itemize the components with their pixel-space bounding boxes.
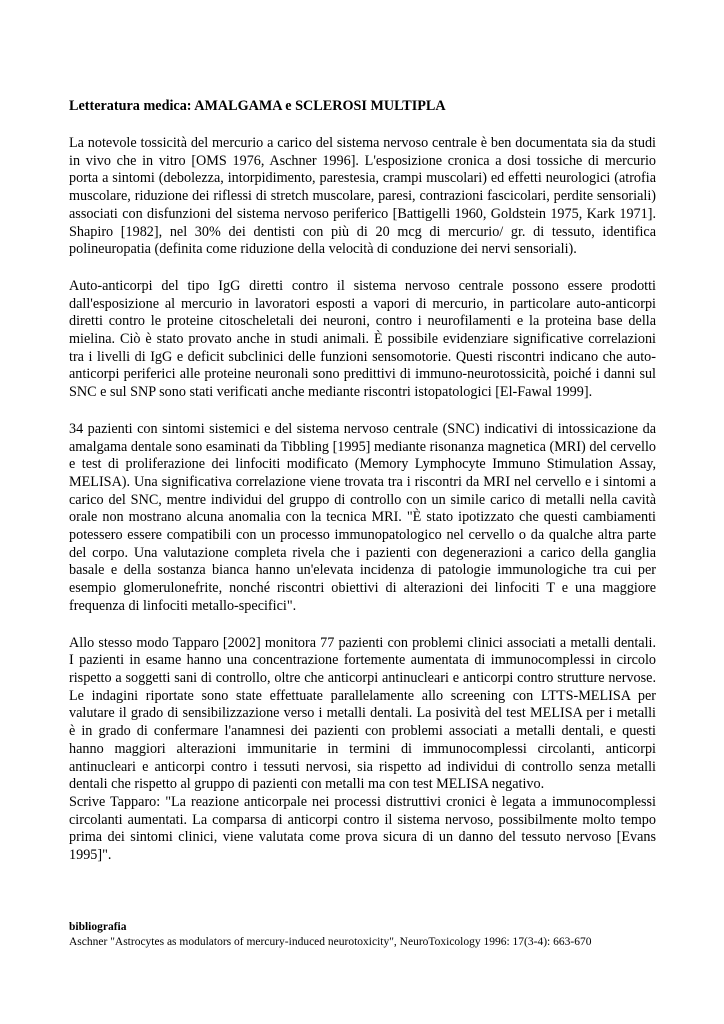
bibliography-section bbox=[69, 920, 669, 950]
paragraph-tapparo-study: Allo stesso modo Tapparo [2002] monitora 77 pazienti con problemi clinici associati a metalli dentali. I pazienti in esame hanno una concentrazione fortemente aumentata di immunocomplessi in circolo rispetto a soggetti sani di controllo, oltre che anticorpi antinucleari e anticorpi contro strutture nervose. Le indagini riportate sono state effettuate parallelamente allo screening con LTTS-MELISA per valutare il grado di sensibilizzazione verso i metalli dentali. La posività del test MELISA per i metalli è in grado di confermare l'anamnesi dei pazienti con problemi associati a metalli dentali, e questi hanno maggiori alterazioni immunitarie in termini di immunocomplessi circolanti, anticorpi antinucleari e anticorpi contro i tessuti nervosi, sia rispetto ad individui di controllo senza metalli dentali che rispetto al gruppo di pazienti con metalli ma con test MELISA negativo. bbox=[69, 634, 656, 793]
paragraph-tapparo-quote: Scrive Tapparo: "La reazione anticorpale nei processi distruttivi cronici è legata a immunocomplessi circolanti aumentati. La comparsa di anticorpi contro il sistema nervoso, possibilmente molto tempo prima dei sintomi clinici, viene valutata come prova sicura di un danno del tessuto nervoso [Evans 1995]". bbox=[69, 793, 656, 864]
document-title: Letteratura medica: AMALGAMA e SCLEROSI MULTIPLA bbox=[69, 98, 446, 114]
bibliography-heading: bibliografia bbox=[69, 921, 127, 933]
document-body bbox=[69, 97, 656, 884]
paragraph-tibbling-study: 34 pazienti con sintomi sistemici e del sistema nervoso centrale (SNC) indicativi di intossicazione da amalgama dentale sono esaminati da Tibbling [1995] mediante risonanza magnetica (MRI) del cervello e test di proliferazione dei linfociti modificato (Memory Lymphocyte Immuno Stimulation Assay, MELISA). Una significativa correlazione viene trovata tra i riscontri da MRI nel cervello e i sintomi a carico del SNC, mentre individui del gruppo di controllo con un simile carico di metalli nella cavità orale non mostrano alcuna anomalia con la tecnica MRI. "È stato ipotizzato che questi cambiamenti potessero essere compatibili con un processo immunopatologico nel cervello o da qualche altra parte del corpo. Una valutazione completa rivela che i pazienti con degenerazioni a carico della ganglia basale e della sostanza bianca hanno un'elevata incidenza di patologie immunologiche tra cui per esempio glomerulonefrite, nonché riscontri obiettivi di alterazioni dei linfociti T e una maggiore frequenza di linfociti metallo-specifici". bbox=[69, 420, 656, 614]
paragraph-autoantibodies: Auto-anticorpi del tipo IgG diretti contro il sistema nervoso centrale possono essere prodotti dall'esposizione al mercurio in lavoratori esposti a vapori di mercurio, in particolare auto-anticorpi diretti contro le proteine citoscheletali dei neuroni, contro i neurofilamenti e la proteina base della mielina. Ciò è stato provato anche in studi animali. È possibile evidenziare significative correlazioni tra i livelli di IgG e deficit subclinici delle funzioni sensomotorie. Questi riscontri indicano che auto-anticorpi periferici alle proteine neuronali sono predittivi di immuno-neurotossicità, poiché i danni sul SNC e sul SNP sono stati verificati anche mediante riscontri istopatologici [El-Fawal 1999]. bbox=[69, 277, 656, 401]
paragraph-mercury-toxicity: La notevole tossicità del mercurio a carico del sistema nervoso centrale è ben documentata sia da studi in vivo che in vitro [OMS 1976, Aschner 1996]. L'esposizione cronica a dosi tossiche di mercurio porta a sintomi (debolezza, intorpidimento, parestesia, crampi muscolari) ed effetti neurologici (atrofia muscolare, riduzione dei riflessi di stretch muscolare, paresi, contrazioni fascicolari, perdite sensoriali) associati con disfunzioni del sistema nervoso periferico [Battigelli 1960, Goldstein 1975, Kark 1971]. Shapiro [1982], nel 30% dei dentisti con più di 20 mcg di mercurio/ gr. di tessuto, identifica polineuropatia (definita come riduzione della velocità di conduzione dei nervi sensoriali). bbox=[69, 135, 656, 258]
bibliography-entry: Aschner "Astrocytes as modulators of mercury-induced neurotoxicity", NeuroToxicology 1996: 17(3-4): 663-670 bbox=[69, 936, 592, 948]
